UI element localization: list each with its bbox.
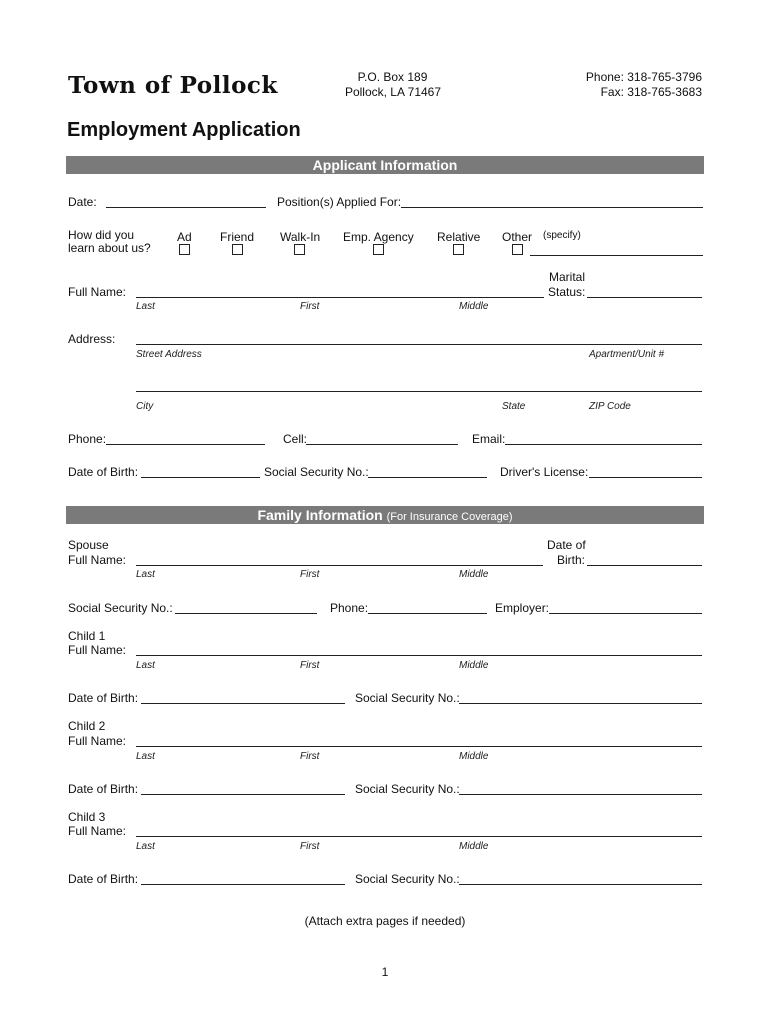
child1-dob-label: Date of Birth: — [68, 691, 139, 705]
ssn-label: Social Security No.: — [264, 465, 369, 479]
spouse-phone-field[interactable] — [368, 613, 487, 614]
phone-number: Phone: 318-765-3796 — [585, 70, 702, 84]
section-family-header — [66, 506, 704, 524]
child3-label: Child 3 — [68, 810, 106, 824]
child1-middle-caption: Middle — [459, 660, 489, 671]
cell-field[interactable] — [306, 444, 458, 445]
state-caption: State — [502, 401, 526, 412]
fax-number: Fax: 318-765-3683 — [600, 85, 702, 99]
spouse-last-caption: Last — [136, 569, 155, 580]
child2-ssn-field[interactable] — [459, 794, 702, 795]
source-agency-label: Emp. Agency — [343, 230, 414, 244]
child1-ssn-field[interactable] — [459, 703, 702, 704]
city-state-zip-field[interactable] — [136, 391, 702, 392]
ssn-field[interactable] — [368, 477, 487, 478]
spouse-phone-label: Phone: — [330, 601, 369, 615]
page-title: Employment Application — [67, 119, 301, 141]
child1-fullname-label: Full Name: — [68, 643, 127, 657]
marital-label-line-1: Marital — [549, 270, 586, 284]
source-relative-checkbox[interactable] — [453, 244, 464, 255]
apartment-caption: Apartment/Unit # — [589, 349, 665, 360]
child2-name-field[interactable] — [136, 746, 702, 747]
spouse-dob-label-line-1: Date of — [547, 538, 586, 552]
child3-first-caption: First — [300, 841, 320, 852]
fullname-field[interactable] — [136, 297, 544, 298]
child3-ssn-label: Social Security No.: — [355, 872, 460, 886]
zip-caption: ZIP Code — [589, 401, 631, 412]
child1-ssn-label: Social Security No.: — [355, 691, 460, 705]
address-line-2: Pollock, LA 71467 — [344, 85, 442, 99]
fullname-last-caption: Last — [136, 301, 155, 312]
child2-ssn-label: Social Security No.: — [355, 782, 460, 796]
child1-name-field[interactable] — [136, 655, 702, 656]
child2-dob-field[interactable] — [141, 794, 345, 795]
date-label: Date: — [68, 195, 97, 209]
section-family-label: Family Information — [257, 507, 383, 523]
attach-note: (Attach extra pages if needed) — [304, 914, 466, 928]
street-address-field[interactable] — [136, 344, 702, 345]
source-other-label: Other — [502, 230, 533, 244]
email-field[interactable] — [505, 444, 702, 445]
child1-last-caption: Last — [136, 660, 155, 671]
fullname-middle-caption: Middle — [459, 301, 489, 312]
child2-fullname-label: Full Name: — [68, 734, 127, 748]
dob-field[interactable] — [141, 477, 260, 478]
spouse-name-field[interactable] — [136, 565, 543, 566]
cell-label: Cell: — [283, 432, 308, 446]
child1-first-caption: First — [300, 660, 320, 671]
child3-fullname-label: Full Name: — [68, 824, 127, 838]
source-friend-label: Friend — [220, 230, 255, 244]
phone-field[interactable] — [106, 444, 265, 445]
child2-last-caption: Last — [136, 751, 155, 762]
page-number: 1 — [381, 965, 389, 979]
fullname-label: Full Name: — [68, 285, 127, 299]
spouse-label-line-2: Full Name: — [68, 553, 127, 567]
spouse-dob-field[interactable] — [587, 565, 702, 566]
dob-label: Date of Birth: — [68, 465, 139, 479]
child2-dob-label: Date of Birth: — [68, 782, 139, 796]
specify-field[interactable] — [530, 255, 703, 256]
child1-label: Child 1 — [68, 629, 106, 643]
source-other-checkbox[interactable] — [512, 244, 523, 255]
street-address-caption: Street Address — [136, 349, 202, 360]
source-walkin-checkbox[interactable] — [294, 244, 305, 255]
child3-name-field[interactable] — [136, 836, 702, 837]
source-friend-checkbox[interactable] — [232, 244, 243, 255]
child3-dob-label: Date of Birth: — [68, 872, 139, 886]
license-field[interactable] — [589, 477, 702, 478]
how-label-line-2: learn about us? — [68, 241, 151, 255]
child2-label: Child 2 — [68, 719, 106, 733]
child2-middle-caption: Middle — [459, 751, 489, 762]
source-relative-label: Relative — [437, 230, 481, 244]
phone-label: Phone: — [68, 432, 107, 446]
marital-status-field[interactable] — [587, 297, 702, 298]
source-walkin-label: Walk-In — [280, 230, 321, 244]
section-applicant-label: Applicant Information — [312, 157, 458, 173]
date-field[interactable] — [106, 207, 266, 208]
section-family-note: (For Insurance Coverage) — [386, 511, 513, 523]
child1-dob-field[interactable] — [141, 703, 345, 704]
specify-label: (specify) — [543, 230, 581, 241]
source-ad-label: Ad — [177, 230, 192, 244]
spouse-ssn-label: Social Security No.: — [68, 601, 173, 615]
spouse-ssn-field[interactable] — [175, 613, 317, 614]
city-caption: City — [136, 401, 154, 412]
section-applicant-header — [66, 156, 704, 174]
positions-field[interactable] — [401, 207, 703, 208]
license-label: Driver's License: — [500, 465, 589, 479]
child3-ssn-field[interactable] — [459, 884, 702, 885]
source-ad-checkbox[interactable] — [179, 244, 190, 255]
spouse-dob-label-line-2: Birth: — [557, 553, 586, 567]
child3-last-caption: Last — [136, 841, 155, 852]
child3-dob-field[interactable] — [141, 884, 345, 885]
town-logo: Town of Pollock — [68, 72, 278, 99]
source-agency-checkbox[interactable] — [373, 244, 384, 255]
spouse-middle-caption: Middle — [459, 569, 489, 580]
spouse-label-line-1: Spouse — [68, 538, 109, 552]
marital-label-line-2: Status: — [548, 285, 586, 299]
child3-middle-caption: Middle — [459, 841, 489, 852]
spouse-employer-label: Employer: — [495, 601, 550, 615]
address-line-1: P.O. Box 189 — [357, 70, 428, 84]
fullname-first-caption: First — [300, 301, 320, 312]
how-label-line-1: How did you — [68, 228, 135, 242]
spouse-employer-field[interactable] — [549, 613, 702, 614]
positions-label: Position(s) Applied For: — [277, 195, 402, 209]
email-label: Email: — [472, 432, 506, 446]
address-label: Address: — [68, 332, 116, 346]
child2-first-caption: First — [300, 751, 320, 762]
spouse-first-caption: First — [300, 569, 320, 580]
